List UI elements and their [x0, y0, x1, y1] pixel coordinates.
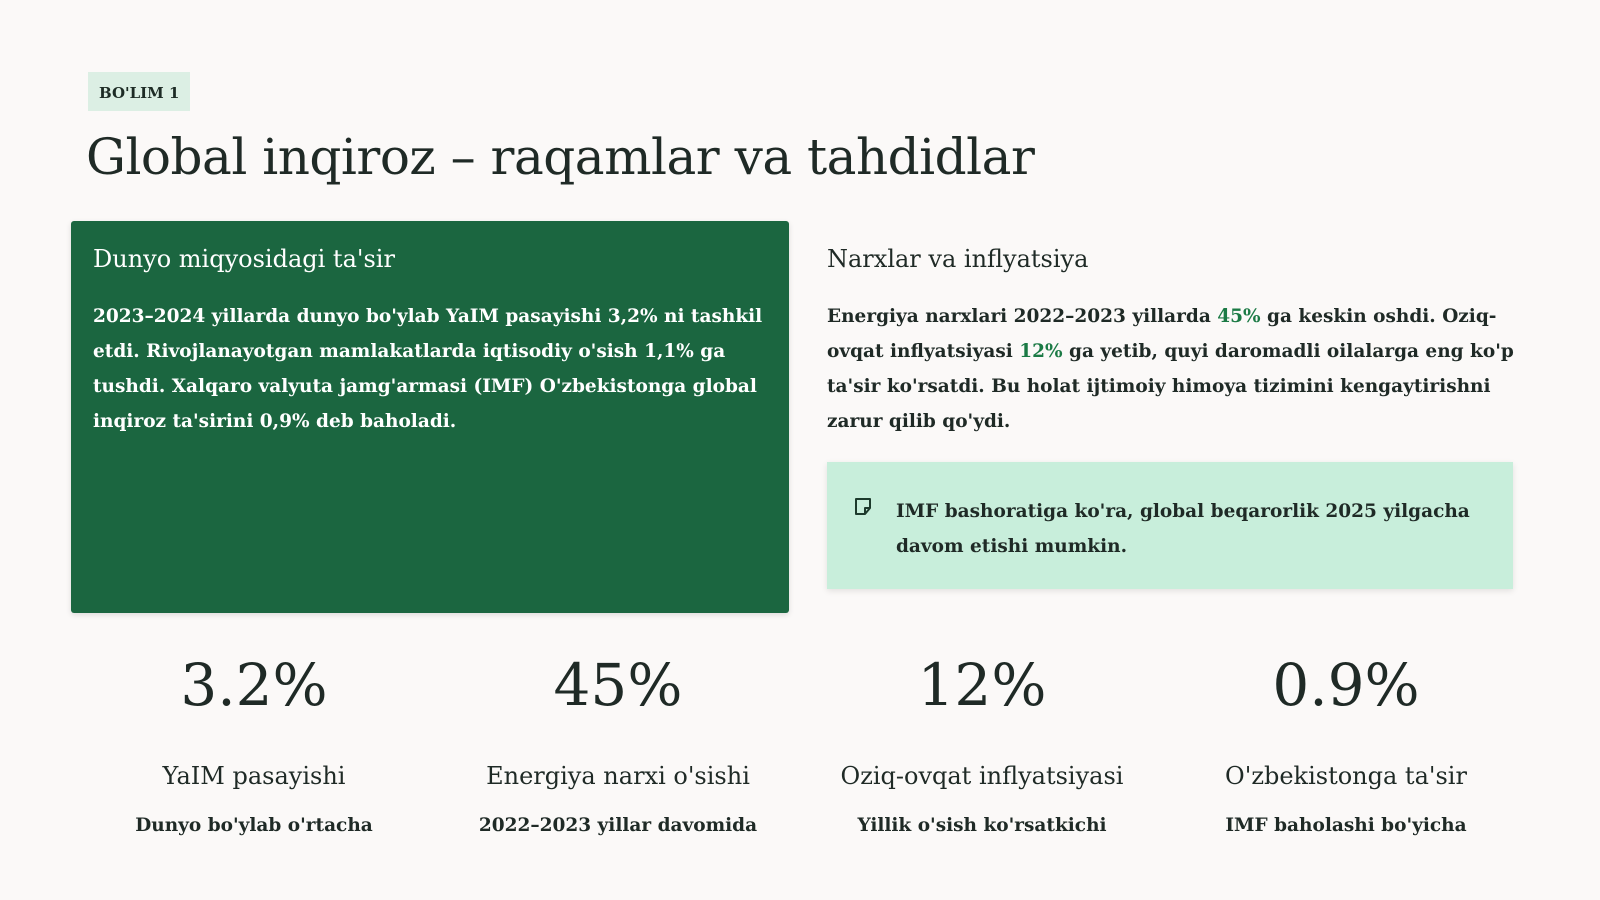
stat-label: Oziq-ovqat inflyatsiyasi [840, 762, 1124, 790]
text-part: ga yetib, quyi daromadli oilalarga eng ko'p ta'sir ko'rsatdi. Bu holat ijtimoiy himoya tizimini kengaytirishni zarur qilib qo'ydi. [827, 341, 1514, 432]
section-badge: BO'LIM 1 [88, 72, 190, 111]
stat-sublabel: 2022–2023 yillar davomida [478, 815, 758, 836]
stat-sublabel: Dunyo bo'ylab o'rtacha [135, 815, 373, 836]
stats-row [72, 640, 1528, 840]
stat-gdp-decline [72, 640, 436, 840]
callout-text: IMF bashoratiga ko'ra, global beqarorlik 2025 yilgacha davom etishi mumkin. [896, 501, 1470, 557]
prices-inflation-text [827, 299, 1515, 439]
global-impact-card [71, 221, 789, 613]
stat-uzbekistan-impact [1164, 640, 1528, 840]
stat-value: 3.2% [180, 651, 328, 719]
highlight-energy-percent: 45% [1217, 306, 1261, 327]
stat-value: 0.9% [1272, 651, 1420, 719]
stat-energy-price-growth [436, 640, 800, 840]
note-icon [853, 496, 875, 518]
stat-label: Energiya narxi o'sishi [486, 762, 750, 790]
text-part: ga keskin oshdi. Oziq-ovqat inflyatsiyasi [827, 306, 1497, 362]
stat-food-inflation [800, 640, 1164, 840]
stat-label: O'zbekistonga ta'sir [1225, 762, 1467, 790]
prices-inflation-section [827, 221, 1515, 439]
stat-value: 45% [553, 651, 683, 719]
stat-sublabel: IMF baholashi bo'yicha [1225, 815, 1467, 836]
text-part: Energiya narxlari 2022–2023 yillarda [827, 306, 1218, 327]
prices-inflation-heading: Narxlar va inflyatsiya [827, 245, 1089, 273]
stat-value: 12% [917, 651, 1047, 719]
global-impact-text: 2023–2024 yillarda dunyo bo'ylab YaIM pasayishi 3,2% ni tashkil etdi. Rivojlanayotgan mamlakatlarda iqtisodiy o'sish 1,1% ga tushdi. Xalqaro valyuta jamg'armasi (IMF) O'zbekistonga global inqiroz ta'sirini 0,9% deb baholadi. [93, 306, 763, 432]
stat-sublabel: Yillik o'sish ko'rsatkichi [857, 815, 1107, 836]
stat-label: YaIM pasayishi [162, 762, 346, 790]
global-impact-heading: Dunyo miqyosidagi ta'sir [93, 245, 395, 273]
highlight-food-percent: 12% [1019, 341, 1063, 362]
imf-forecast-callout [827, 462, 1513, 589]
page-title: Global inqiroz – raqamlar va tahdidlar [86, 128, 1035, 186]
